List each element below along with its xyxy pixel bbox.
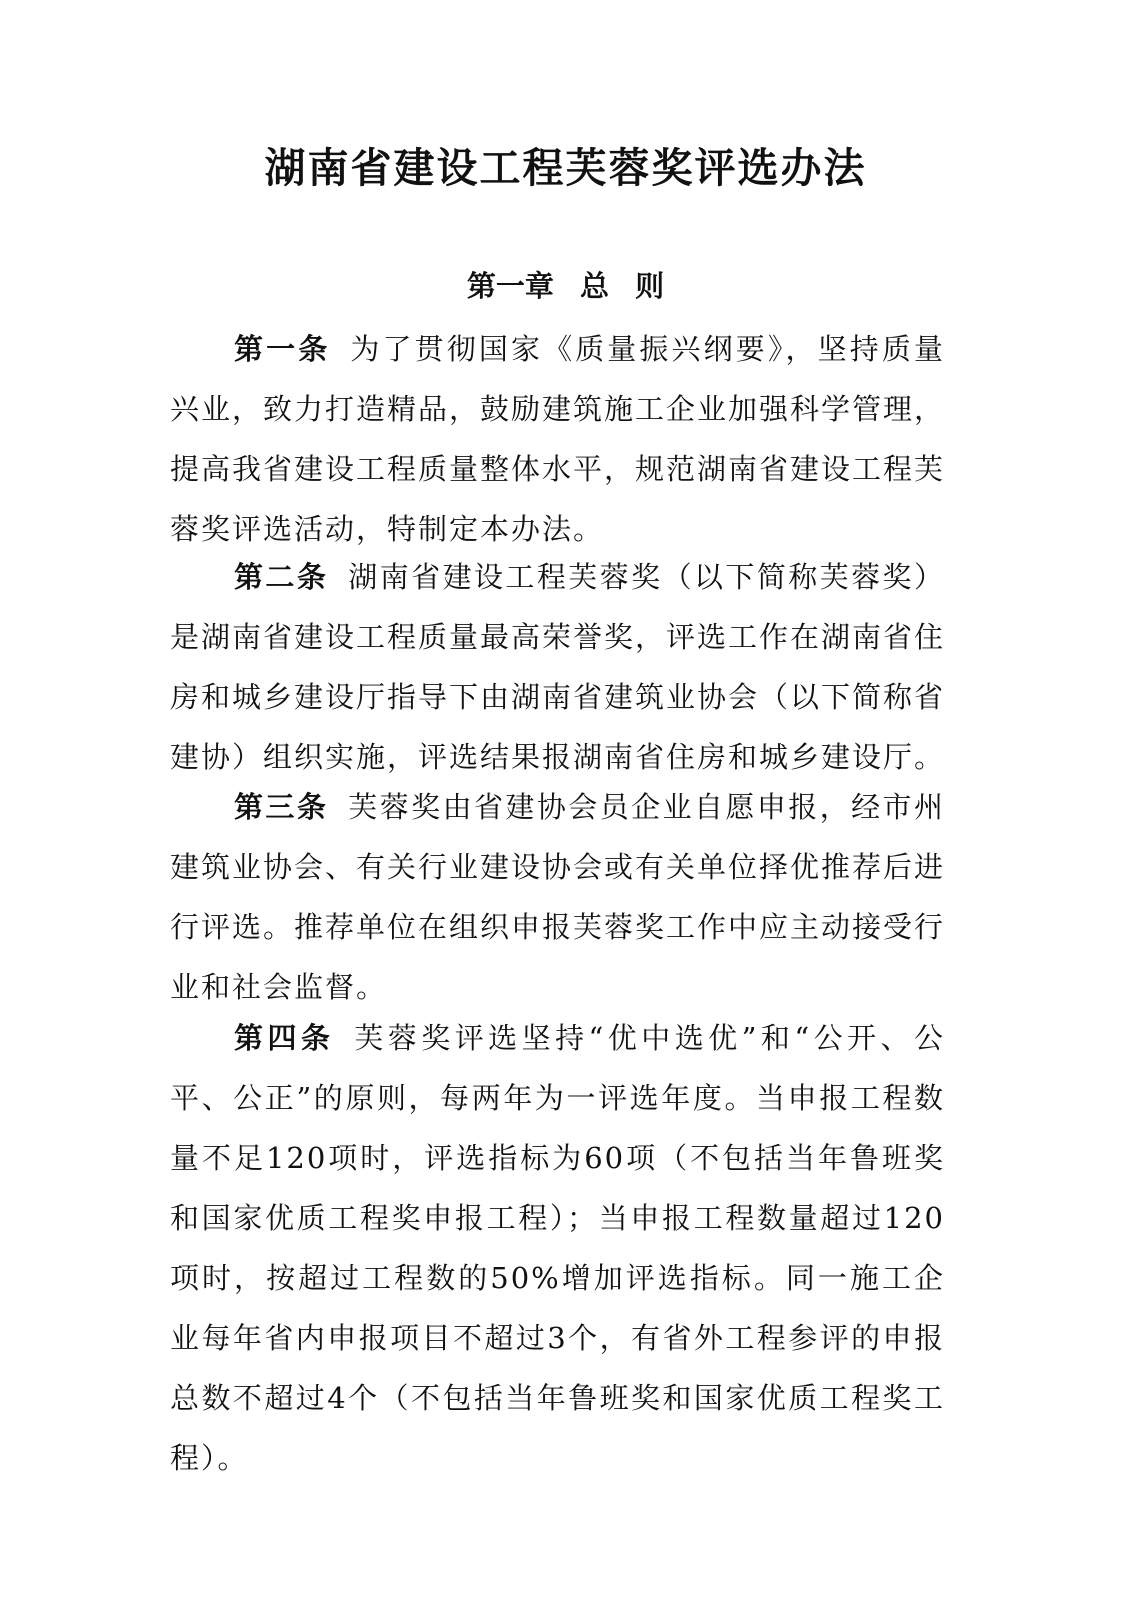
article-paragraph: [170, 547, 945, 787]
article-label: 第一条: [234, 332, 331, 366]
article-4: [170, 1008, 945, 1488]
article-2: [170, 547, 945, 787]
chapter-heading: 第一章 总 则: [466, 269, 665, 303]
article-paragraph: [170, 1008, 945, 1488]
article-paragraph: [170, 777, 945, 1017]
article-text: 为了贯彻国家《质量振兴纲要》，坚持质量兴业，致力打造精品，鼓励建筑施工企业加强科学管理，提高我省建设工程质量整体水平，规范湖南省建设工程芙蓉奖评选活动，特制定本办法。: [170, 332, 946, 546]
article-text: 芙蓉奖评选坚持“优中选优”和“公开、公平、公正”的原则，每两年为一评选年度。当申报工程数量不足120项时，评选指标为60项（不包括当年鲁班奖和国家优质工程奖申报工程）；当申报工程数量超过120项时，按超过工程数的50%增加评选指标。同一施工企业每年省内申报项目不超过3个，有省外工程参评的申报总数不超过4个（不包括当年鲁班奖和国家优质工程奖工程）。: [170, 1021, 945, 1475]
document-title: 湖南省建设工程芙蓉奖评选办法: [264, 144, 867, 192]
article-3: [170, 777, 945, 1017]
article-paragraph: [170, 319, 945, 559]
article-label: 第二条: [234, 560, 329, 594]
article-label: 第三条: [234, 790, 329, 824]
article-text: 湖南省建设工程芙蓉奖（以下简称芙蓉奖）是湖南省建设工程质量最高荣誉奖，评选工作在湖南省住房和城乡建设厅指导下由湖南省建筑业协会（以下简称省建协）组织实施，评选结果报湖南省住房和城乡建设厅。: [170, 560, 946, 774]
article-1: [170, 319, 945, 559]
article-text: 芙蓉奖由省建协会员企业自愿申报，经市州建筑业协会、有关行业建设协会或有关单位择优推荐后进行评选。推荐单位在组织申报芙蓉奖工作中应主动接受行业和社会监督。: [170, 790, 946, 1004]
article-label: 第四条: [234, 1021, 335, 1055]
